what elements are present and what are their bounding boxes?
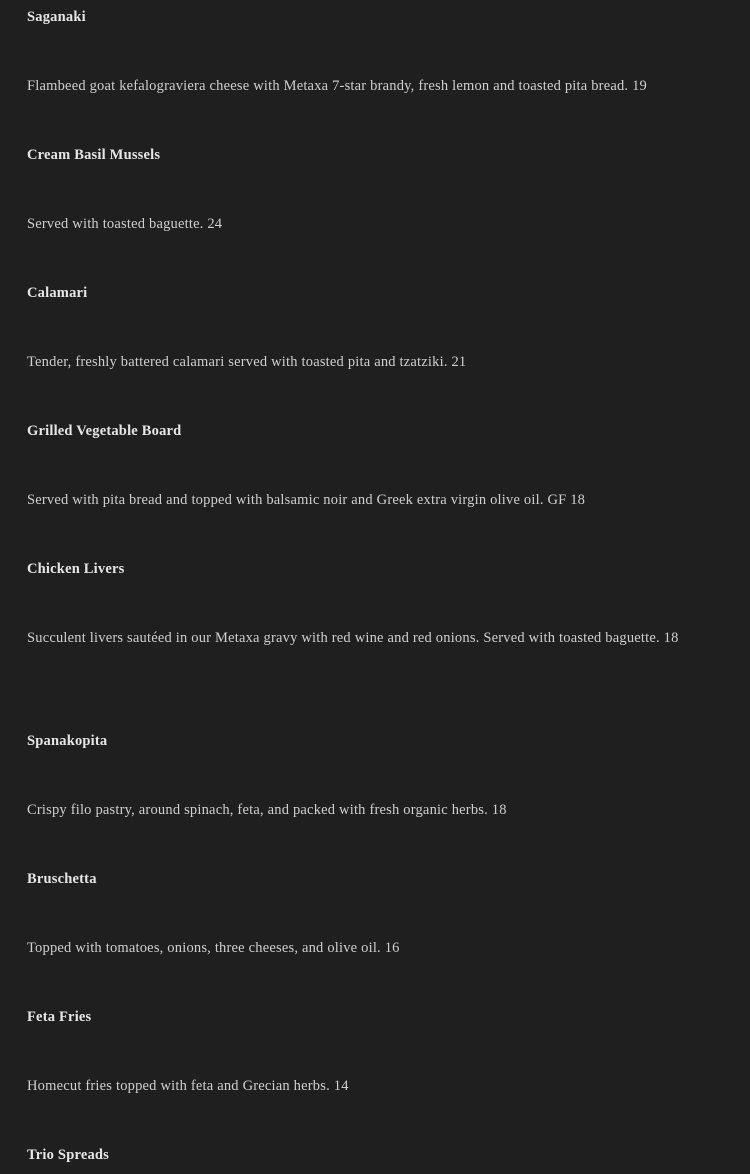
menu-item-name: Chicken Livers xyxy=(27,561,125,577)
menu-item-name: Saganaki xyxy=(27,9,86,25)
menu-item-description: Crispy filo pastry, around spinach, feta, and packed with fresh organic herbs. 18 xyxy=(27,802,507,818)
menu-item-name: Calamari xyxy=(27,285,88,301)
menu-item-description: Served with toasted baguette. 24 xyxy=(27,216,223,232)
menu-item-description: Served with pita bread and topped with balsamic noir and Greek extra virgin olive oil. GF 18 xyxy=(27,492,586,508)
menu-item-description: Tender, freshly battered calamari served with toasted pita and tzatziki. 21 xyxy=(27,354,467,370)
menu-item-description: Homecut fries topped with feta and Grecian herbs. 14 xyxy=(27,1078,349,1094)
menu-item-name: Bruschetta xyxy=(27,871,97,887)
menu-item-name: Feta Fries xyxy=(27,1009,92,1025)
menu-item-name: Spanakopita xyxy=(27,733,108,749)
menu-item-description: Flambeed goat kefalograviera cheese with Metaxa 7-star brandy, fresh lemon and toasted pita bread. 19 xyxy=(27,78,647,94)
menu-item-name: Cream Basil Mussels xyxy=(27,147,161,163)
menu-item-description: Succulent livers sautéed in our Metaxa gravy with red wine and red onions. Served with toasted baguette. 18 xyxy=(27,630,679,646)
menu-item-description: Topped with tomatoes, onions, three cheeses, and olive oil. 16 xyxy=(27,940,400,956)
menu-item-name: Grilled Vegetable Board xyxy=(27,423,182,439)
menu-item-name: Trio Spreads xyxy=(27,1147,110,1163)
